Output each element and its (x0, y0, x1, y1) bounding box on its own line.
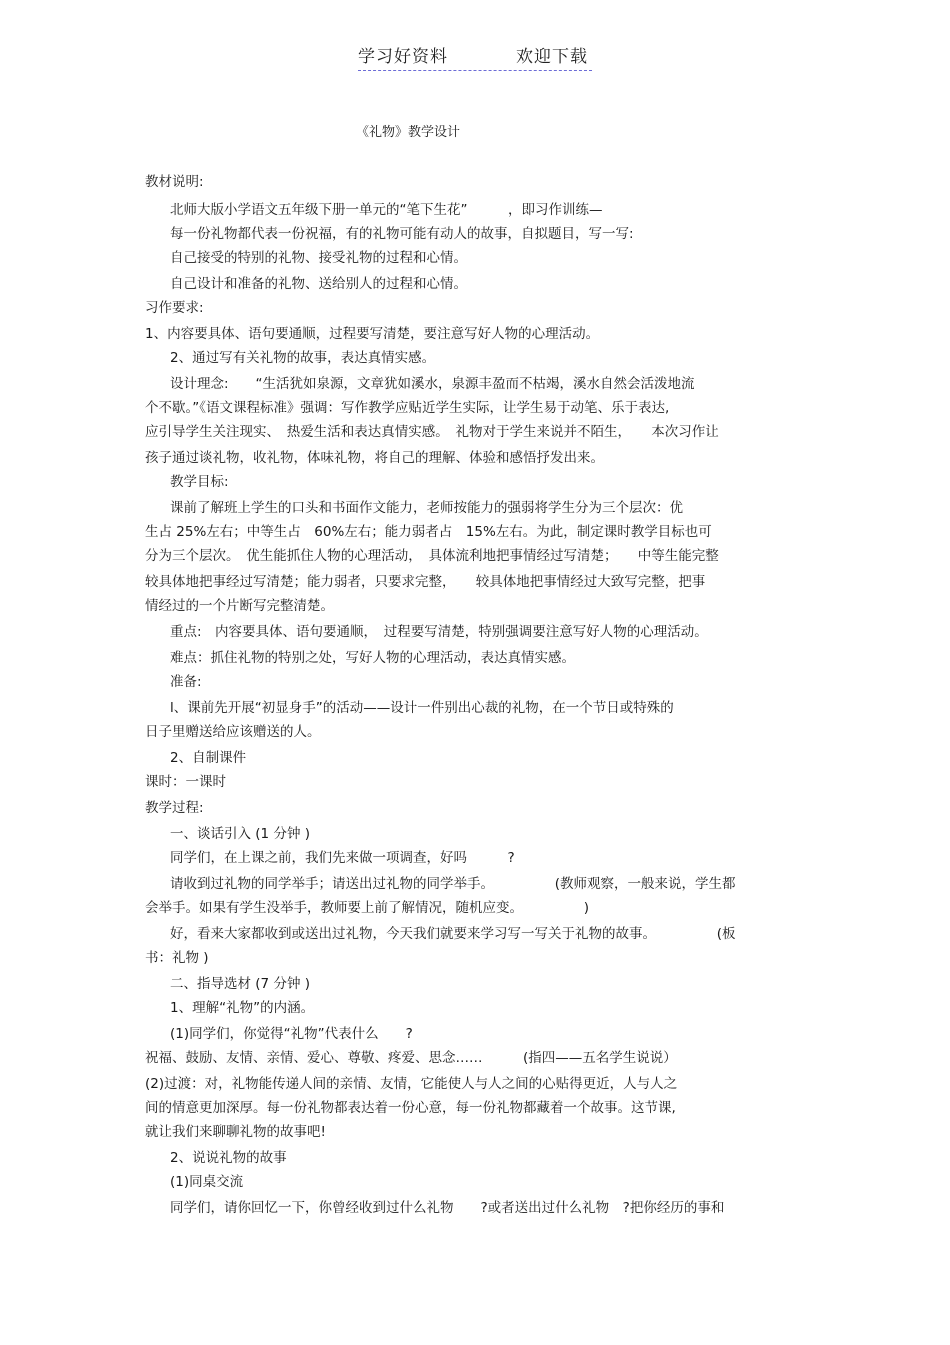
header-left-text: 学习好资料 (358, 47, 448, 67)
text-line: 孩子通过谈礼物，收礼物，体味礼物，将自己的理解、体验和感悟抒发出来。 (145, 450, 604, 466)
text-line: 生占 25%左右；中等生占 60%左右；能力弱者占 15%左右。为此，制定课时教学目标也可 (145, 524, 712, 540)
text-line: 间的情意更加深厚。每一份礼物都表达着一份心意，每一份礼物都藏着一个故事。这节课, (145, 1100, 676, 1116)
text-line: 1、理解“礼物”的内涵。 (170, 1000, 315, 1016)
text-line: 课前了解班上学生的口头和书面作文能力，老师按能力的强弱将学生分为三个层次：优 (170, 500, 683, 516)
text-line: 同学们，在上课之前，我们先来做一项调查，好吗 ? (170, 850, 515, 866)
text-line: 2、说说礼物的故事 (170, 1150, 287, 1166)
text-line: 分为三个层次。 优生能抓住人物的心理活动， 具体流利地把事情经过写清楚； 中等生能完整 (145, 548, 719, 564)
text-line: 较具体地把事经过写清楚；能力弱者，只要求完整， 较具体地把事情经过大致写完整，把事 (145, 574, 706, 590)
text-line: 自己设计和准备的礼物、送给别人的过程和心情。 (170, 276, 467, 292)
text-line: 难点：抓住礼物的特别之处，写好人物的心理活动，表达真情实感。 (170, 650, 575, 666)
text-line: 准备: (170, 674, 202, 690)
text-line: 日子里赠送给应该赠送的人。 (145, 724, 321, 740)
text-line: 就让我们来聊聊礼物的故事吧! (145, 1124, 326, 1140)
text-line: 请收到过礼物的同学举手；请送出过礼物的同学举手。 (教师观察，一般来说，学生都 (170, 876, 736, 892)
text-line: 一、谈话引入 (1 分钟 ) (170, 826, 310, 842)
text-line: 祝福、鼓励、友情、亲情、爱心、尊敬、疼爱、思念…… (指四——五名学生说说） (145, 1050, 677, 1066)
text-line: 应引导学生关注现实、 热爱生活和表达真情实感。 礼物对于学生来说并不陌生， 本次习作让 (145, 424, 719, 440)
text-line: 课时：一课时 (145, 774, 226, 790)
text-line: 每一份礼物都代表一份祝福，有的礼物可能有动人的故事，自拟题目，写一写: (170, 226, 634, 242)
text-line: 2、通过写有关礼物的故事，表达真情实感。 (170, 350, 436, 366)
text-line: 习作要求: (145, 300, 204, 316)
text-line: 2、自制课件 (170, 750, 247, 766)
text-line: 1、内容要具体、语句要通顺，过程要写清楚，要注意写好人物的心理活动。 (145, 326, 600, 342)
text-line: 教学过程: (145, 800, 204, 816)
text-line: 自己接受的特别的礼物、接受礼物的过程和心情。 (170, 250, 467, 266)
text-line: 设计理念: “生活犹如泉源，文章犹如溪水，泉源丰盈而不枯竭，溪水自然会活泼地流 (170, 376, 695, 392)
text-line: 个不歇。”《语文课程标准》强调：写作教学应贴近学生实际，让学生易于动笔、乐于表达, (145, 400, 670, 416)
text-line: 教学目标: (170, 474, 229, 490)
text-line: (2)过渡：对，礼物能传递人间的亲情、友情，它能使人与人之间的心贴得更近，人与人之 (145, 1076, 678, 1092)
text-line: 好，看来大家都收到或送出过礼物，今天我们就要来学习写一写关于礼物的故事。 (板 (170, 926, 736, 942)
text-line: l、课前先开展“初显身手”的活动——设计一件别出心裁的礼物，在一个节日或特殊的 (170, 700, 674, 716)
header-right-text: 欢迎下载 (516, 47, 588, 67)
text-line: 重点: 内容要具体、语句要通顺， 过程要写清楚，特别强调要注意写好人物的心理活动。 (170, 624, 708, 640)
text-line: 书：礼物 ) (145, 950, 209, 966)
text-line: 二、指导选材 (7 分钟 ) (170, 976, 310, 992)
text-line: 同学们，请你回忆一下，你曾经收到过什么礼物 ?或者送出过什么礼物 ?把你经历的事和 (170, 1200, 725, 1216)
text-line: 教材说明: (145, 174, 204, 190)
document-title: 《礼物》教学设计 (356, 125, 461, 140)
text-line: 会举手。如果有学生没举手，教师要上前了解情况，随机应变。 ) (145, 900, 590, 916)
text-line: 北师大版小学语文五年级下册一单元的“笔下生花” ，即习作训练— (170, 202, 603, 218)
page-header (358, 42, 592, 71)
text-line: (1)同桌交流 (170, 1174, 244, 1190)
text-line: (1)同学们，你觉得“礼物”代表什么 ? (170, 1026, 413, 1042)
text-line: 情经过的一个片断写完整清楚。 (145, 598, 334, 614)
